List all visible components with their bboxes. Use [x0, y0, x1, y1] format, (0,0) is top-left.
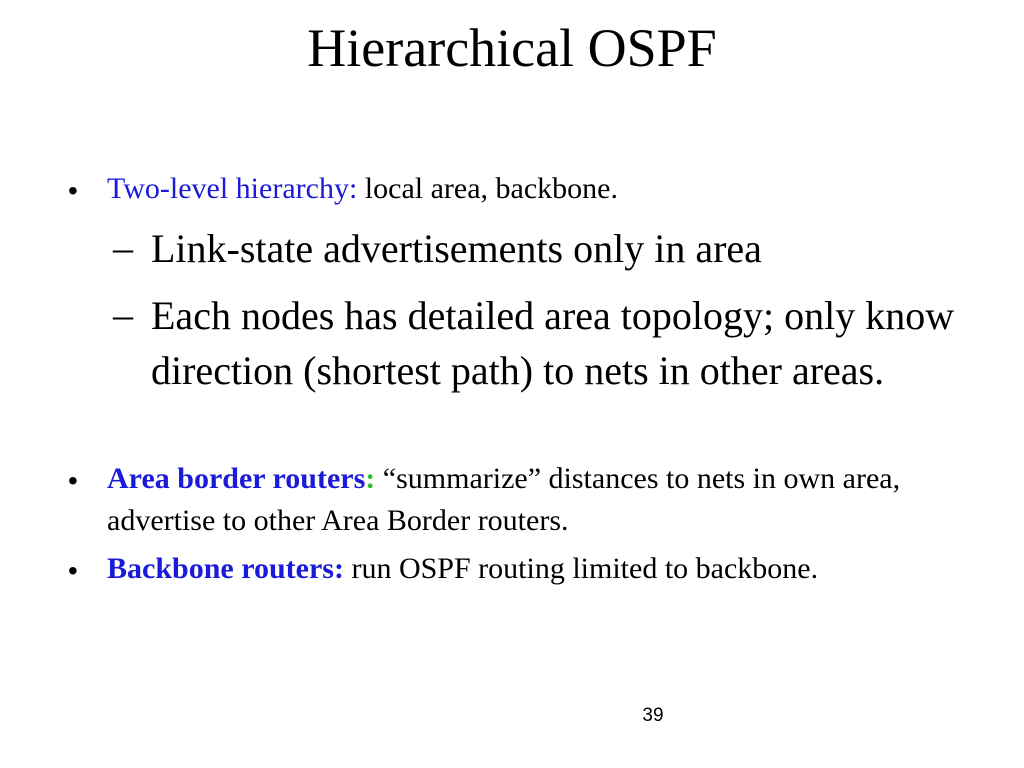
bullet-text — [107, 168, 967, 210]
bullet-body: local area, backbone. — [357, 172, 618, 205]
sub-item-text: Each nodes has detailed area topology; only know direction (shortest path) to nets in other areas. — [151, 293, 955, 393]
bullet-colon: : — [365, 462, 376, 495]
bullet-marker: • — [68, 175, 78, 206]
bullet-label: Area border routers — [107, 462, 366, 495]
bullet-marker: • — [68, 465, 78, 496]
page-number: 39 — [642, 705, 664, 726]
bullet-label: Two-level hierarchy: — [107, 172, 358, 205]
bullet-body: run OSPF routing limited to backbone. — [343, 552, 819, 585]
slide-title: Hierarchical OSPF — [307, 18, 717, 78]
dash-marker: – — [113, 292, 133, 337]
bullet-body: “summarize” distances to nets in own area, advertise to other Area Border routers. — [107, 462, 901, 537]
bullet-marker: • — [68, 555, 78, 586]
sub-item-text: Link-state advertisements only in area — [151, 226, 762, 271]
bullet-text — [107, 458, 967, 542]
bullet-label: Backbone routers: — [107, 552, 344, 585]
dash-marker: – — [113, 225, 133, 270]
bullet-text — [107, 548, 967, 590]
